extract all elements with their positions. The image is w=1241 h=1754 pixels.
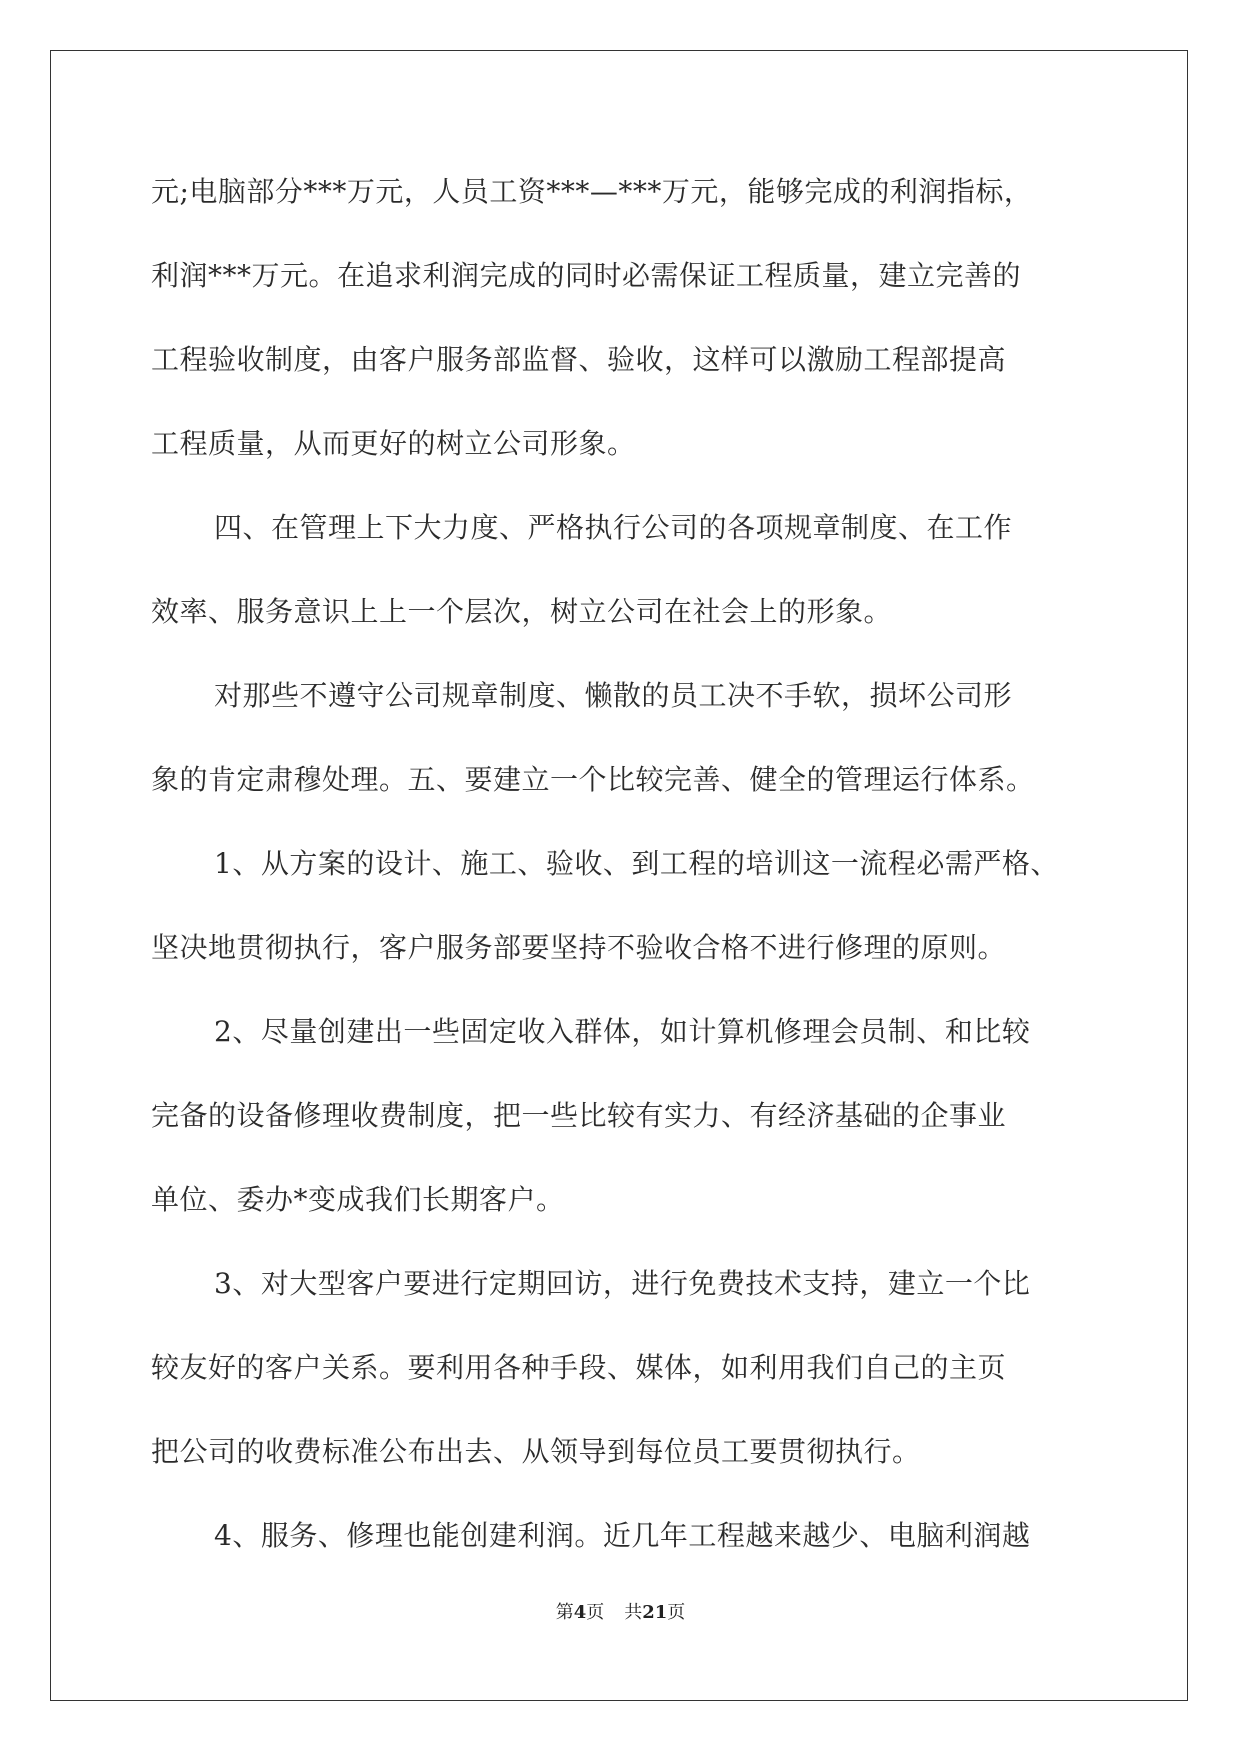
paragraph-line: 把公司的收费标准公布出去、从领导到每位员工要贯彻执行。 — [151, 1435, 921, 1468]
document-body — [151, 164, 1091, 1592]
paragraph-line: 2、尽量创建出一些固定收入群体，如计算机修理会员制、和比较 — [214, 1015, 1031, 1048]
total-pages: 21 — [642, 1602, 668, 1623]
paragraph-line: 1、从方案的设计、施工、验收、到工程的培训这一流程必需严格、 — [214, 847, 1059, 880]
total-suffix: 页 — [667, 1602, 686, 1623]
page-suffix: 页 — [586, 1602, 605, 1623]
paragraph-line: 元;电脑部分***万元，人员工资***—***万元，能够完成的利润指标， — [151, 175, 1033, 208]
paragraph-line: 效率、服务意识上上一个层次，树立公司在社会上的形象。 — [151, 595, 893, 628]
paragraph-line: 完备的设备修理收费制度，把一些比较有实力、有经济基础的企事业 — [151, 1099, 1007, 1132]
paragraph-line: 象的肯定肃穆处理。五、要建立一个比较完善、健全的管理运行体系。 — [151, 763, 1035, 796]
paragraph-line: 4、服务、修理也能创建利润。近几年工程越来越少、电脑利润越 — [214, 1519, 1031, 1552]
page-number: 4 — [573, 1602, 587, 1623]
paragraph-line: 3、对大型客户要进行定期回访，进行免费技术支持，建立一个比 — [214, 1267, 1031, 1300]
paragraph-line: 单位、委办*变成我们长期客户。 — [151, 1183, 565, 1216]
paragraph-line: 较友好的客户关系。要利用各种手段、媒体，如利用我们自己的主页 — [151, 1351, 1007, 1384]
total-prefix: 共 — [624, 1602, 643, 1623]
paragraph-line: 对那些不遵守公司规章制度、懒散的员工决不手软，损坏公司形 — [214, 679, 1013, 712]
paragraph-line: 四、在管理上下大力度、严格执行公司的各项规章制度、在工作 — [214, 511, 1013, 544]
paragraph-line: 工程质量，从而更好的树立公司形象。 — [151, 427, 636, 460]
paragraph-line: 坚决地贯彻执行，客户服务部要坚持不验收合格不进行修理的原则。 — [151, 931, 1007, 964]
page-prefix: 第 — [555, 1602, 574, 1623]
page-footer — [0, 1598, 1241, 1624]
paragraph-line: 利润***万元。在追求利润完成的同时必需保证工程质量，建立完善的 — [151, 259, 1022, 292]
paragraph-line: 工程验收制度，由客户服务部监督、验收，这样可以激励工程部提高 — [151, 343, 1007, 376]
